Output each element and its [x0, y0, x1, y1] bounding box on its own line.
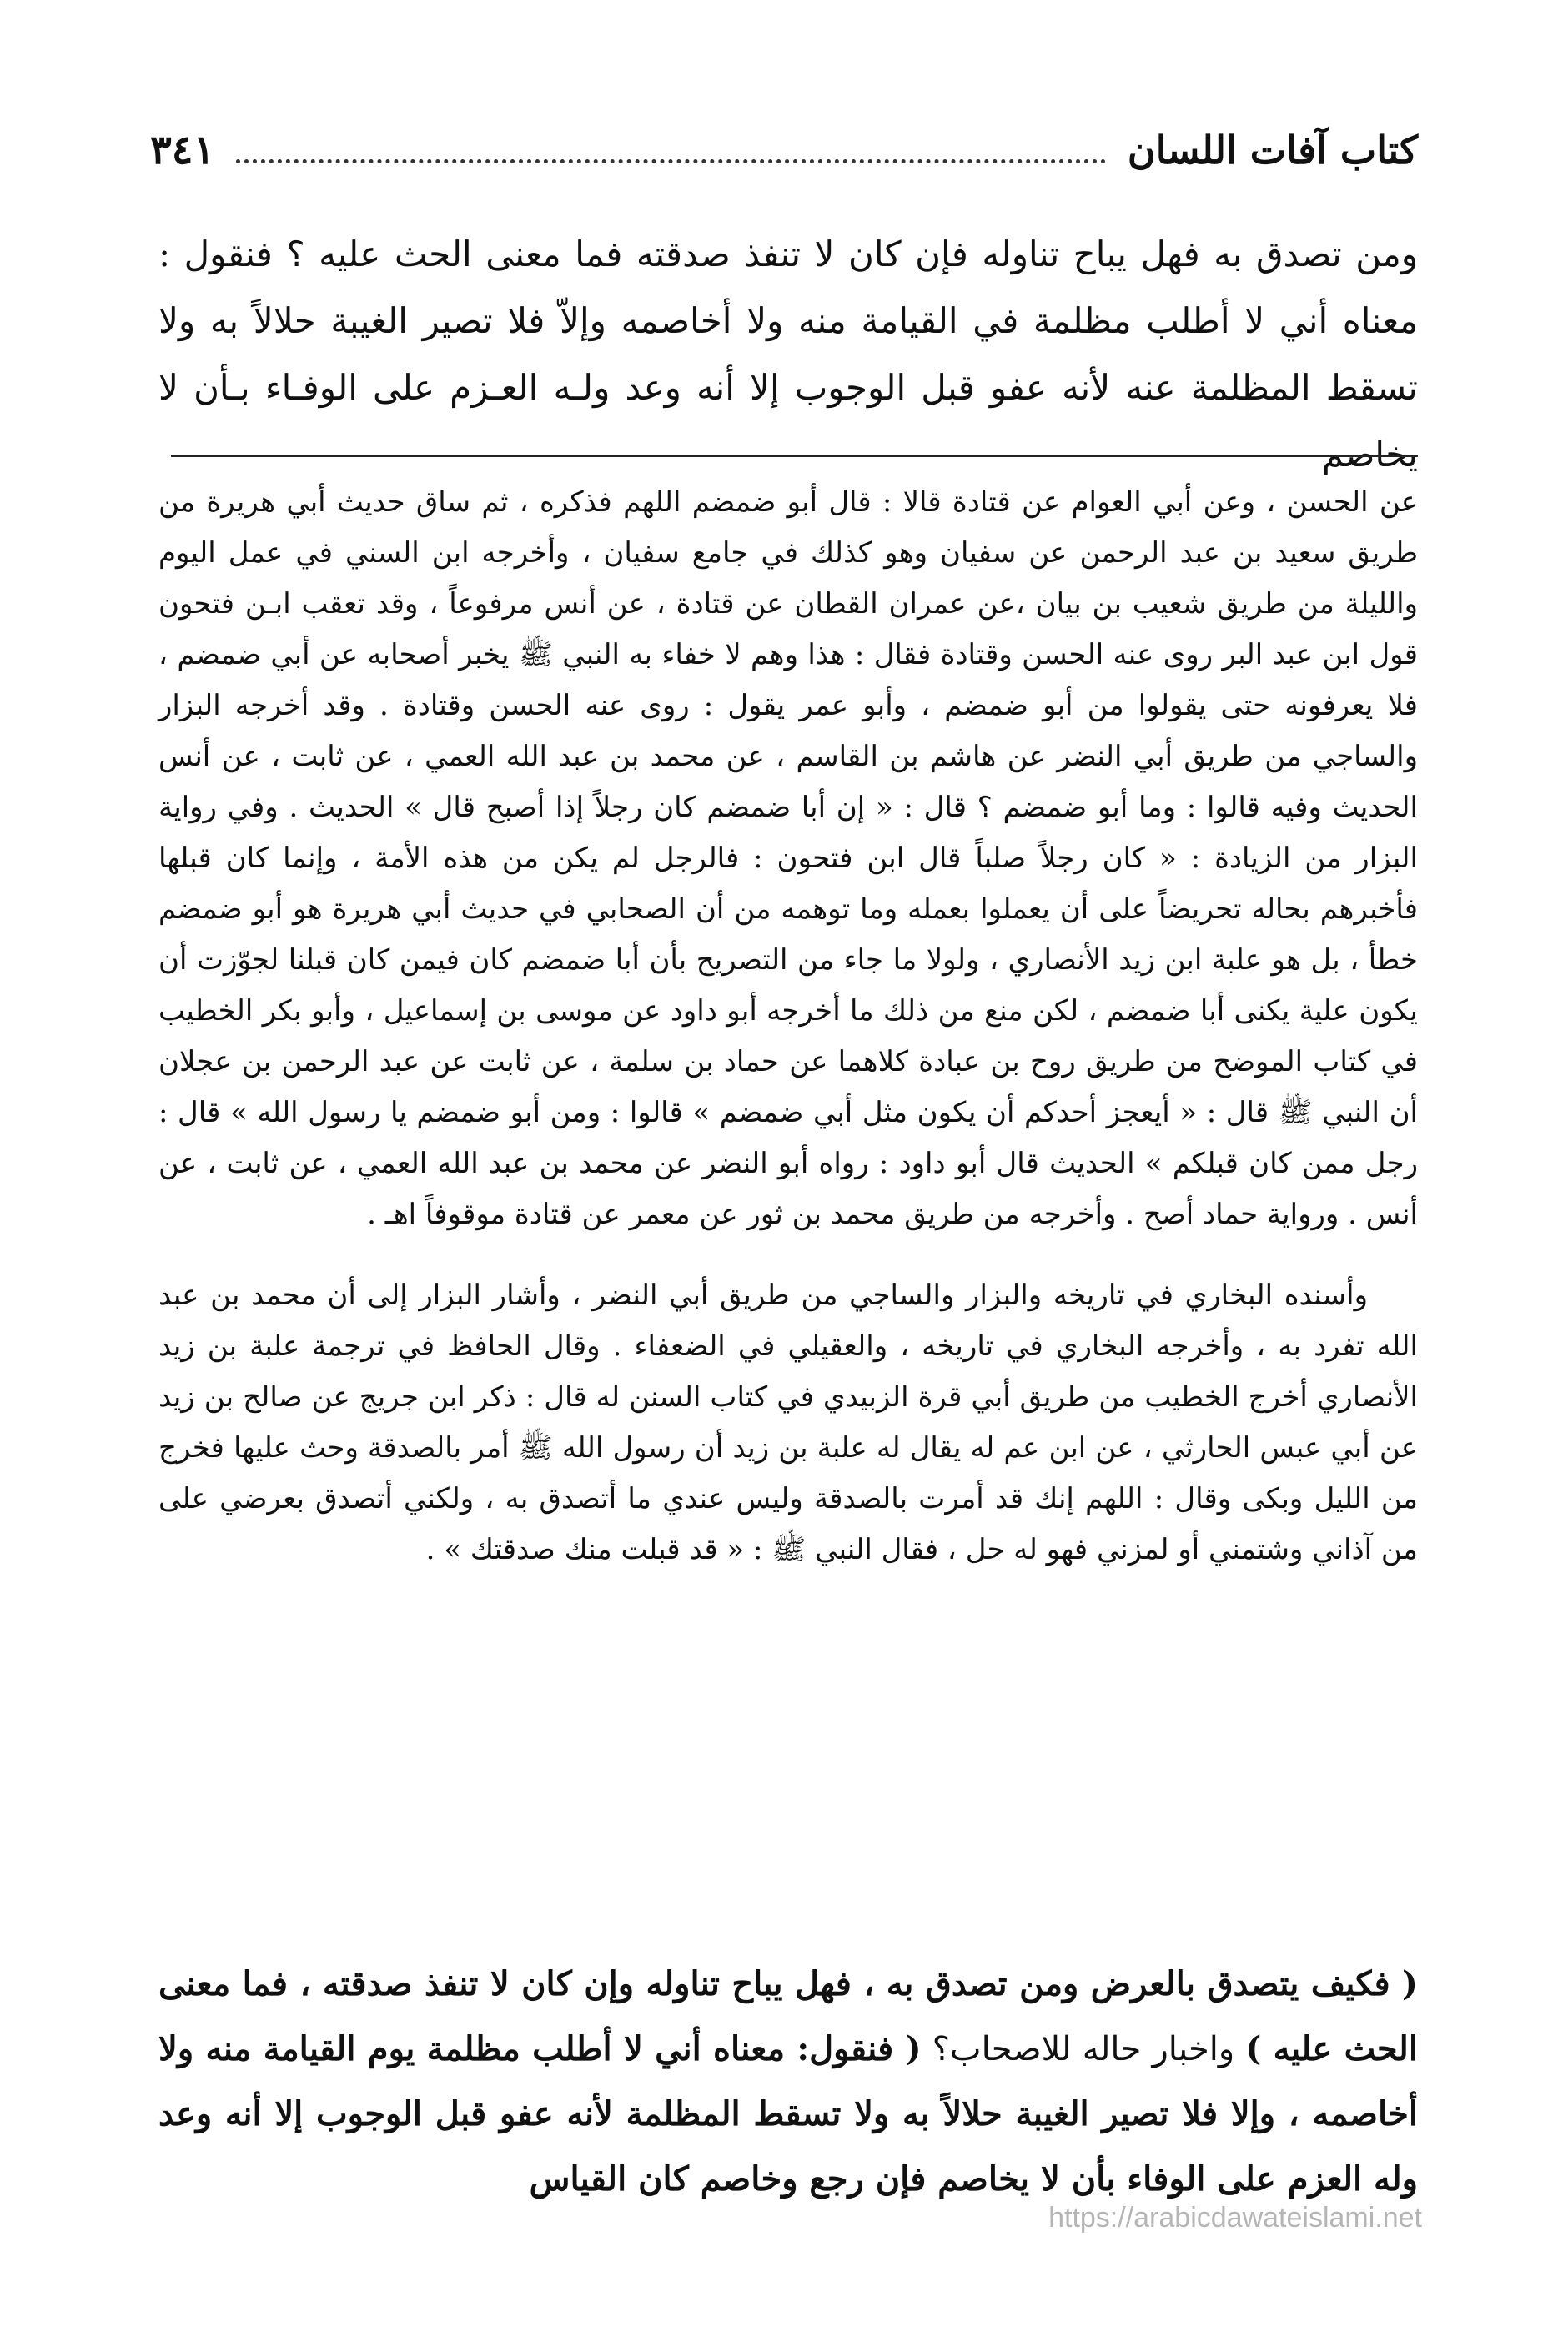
watermark-url: https://arabicdawateislami.net [1048, 2202, 1422, 2234]
main-text [158, 221, 1418, 488]
footnote-divider [171, 455, 1418, 457]
footnote-paragraph-1: عن الحسن ، وعن أبي العوام عن قتادة قالا : قال أبو ضمضم اللهم فذكره ، ثم ساق حديث أبي هريرة من طريق سعيد بن عبد الرحمن عن سفيان وهو كذلك في جامع سفيان ، وأخرجه ابن السني في عمل اليوم والليلة من طريق شعيب بن بيان ،عن عمران القطان عن قتادة ، عن أنس مرفوعاً ، وقد تعقب ابـن فتحون قول ابن عبد البر روى عنه الحسن وقتادة فقال : هذا وهم لا خفاء به النبي ﷺ يخبر أصحابه عن أبي ضمضم ، فلا يعرفونه حتى يقولوا من أبو ضمضم ، وأبو عمر يقول : روى عنه الحسن وقتادة . وقد أخرجه البزار والساجي من طريق أبي النضر عن هاشم بن القاسم ، عن محمد بن عبد الله العمي ، عن ثابت ، عن أنس الحديث وفيه قالوا : وما أبو ضمضم ؟ قال : « إن أبا ضمضم كان رجلاً إذا أصبح قال » الحديث . وفي رواية البزار من الزيادة : « كان رجلاً صلباً قال ابن فتحون : فالرجل لم يكن من هذه الأمة ، وإنما كان قبلها فأخبرهم بحاله تحريضاً على أن يعملوا بعمله وما توهمه من أن الصحابي في حديث أبي هريرة هو أبو ضمضم خطأ ، بل هو علبة ابن زيد الأنصاري ، ولولا ما جاء من التصريح بأن أبا ضمضم كان فيمن كان قبلنا لجوّزت أن يكون علية يكنى أبا ضمضم ، لكن منع من ذلك ما أخرجه أبو داود عن موسى بن إسماعيل ، وأبو بكر الخطيب في كتاب الموضح من طريق روح بن عبادة كلاهما عن حماد بن سلمة ، عن ثابت عن عبد الرحمن بن عجلان أن النبي ﷺ قال : « أيعجز أحدكم أن يكون مثل أبي ضمضم » قالوا : ومن أبو ضمضم يا رسول الله » قال : رجل ممن كان قبلكم » الحديث قال أبو داود : رواه أبو النضر عن محمد بن عبد الله العمي ، عن ثابت ، عن أنس . ورواية حماد أصح . وأخرجه من طريق محمد بن ثور عن معمر عن قتادة موقوفاً اهـ . [158, 485, 1418, 1231]
commentary-quote-2: ( فنقول: معناه أني لا أطلب مظلمة يوم القيامة منه ولا أخاصمه ، وإلا فلا تصير الغيبة حلالاً به ولا تسقط المظلمة لأنه عفو قبل الوجوب إلا أنه وعد وله العزم على الوفاء بأن لا يخاصم فإن رجع وخاصم كان القياس [158, 2029, 1419, 2199]
commentary-explanation: واخبار حاله للاصحاب؟ [921, 2030, 1246, 2068]
footnote-paragraph-2: وأسنده البخاري في تاريخه والبزار والساجي من طريق أبي النضر ، وأشار البزار إلى أن محمد بن عبد الله تفرد به ، وأخرجه البخاري في تاريخه ، والعقيلي في الضعفاء . وقال الحافظ في ترجمة علبة بن زيد الأنصاري أخرج الخطيب من طريق أبي قرة الزبيدي في كتاب السنن له قال : ذكر ابن جريج عن صالح بن زيد عن أبي عبس الحارثي ، عن ابن عم له يقال له علبة بن زيد أن رسول الله ﷺ أمر بالصدقة وحث عليها فخرج من الليل وبكى وقال : اللهم إنك قد أمرت بالصدقة وليس عندي ما أتصدق به ، ولكني أتصدق بعرضي على من آذاني وشتمني أو لمزني فهو له حل ، فقال النبي ﷺ : « قد قبلت منك صدقتك » . [158, 1279, 1418, 1566]
page-number: ٣٤١ [150, 127, 215, 173]
dotted-leader [236, 138, 1106, 163]
commentary-quote-1: ( فكيف يتصدق بالعرض ومن تصدق به ، فهل يباح تناوله وإن كان لا تنفذ صدقته ، فما معنى الحث عليه ) [158, 1964, 1418, 2068]
commentary-paragraph [158, 1952, 1418, 2212]
book-title: كتاب آفات اللسان [1127, 128, 1418, 173]
main-paragraph: ومن تصدق به فهل يباح تناوله فإن كان لا تنفذ صدقته فما معنى الحث عليه ؟ فنقول : معناه أني لا أطلب مظلمة في القيامة منه ولا أخاصمه وإلاّ فلا تصير الغيبة حلالاً به ولا تسقط المظلمة عنه لأنه عفو قبل الوجوب إلا أنه وعد ولـه العـزم على الوفـاء بـأن لا يخاصم [158, 234, 1418, 475]
footnotes [158, 477, 1418, 1576]
running-header [150, 117, 1418, 183]
commentary-text [158, 1952, 1418, 2212]
